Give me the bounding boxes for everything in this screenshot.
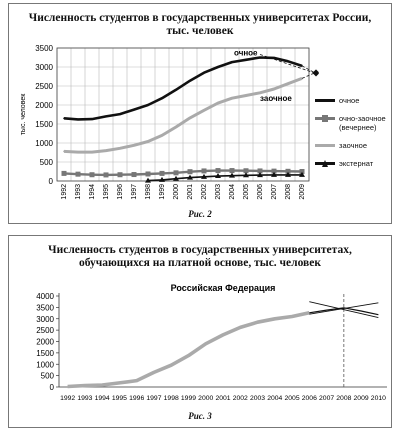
x-tick-label: 2001 — [187, 184, 194, 200]
series-vechernee-point — [216, 168, 221, 173]
legend-item-eksternat — [315, 159, 393, 168]
y-tick-label: 3000 — [36, 314, 54, 324]
x-tick-label: 1995 — [103, 184, 110, 200]
x-tick-label: 1993 — [77, 395, 93, 402]
x-tick-label: 2010 — [370, 395, 386, 402]
series-vechernee-point — [118, 172, 123, 177]
x-tick-label: 2007 — [271, 184, 278, 200]
legend-label-ochnoe: очное — [339, 96, 360, 105]
x-tick-label: 2002 — [232, 395, 248, 402]
chart-legend — [315, 96, 393, 177]
y-tick-label: 500 — [39, 158, 53, 167]
series-vechernee-point — [188, 169, 193, 174]
y-tick-label: 3500 — [36, 303, 54, 313]
series-zaochnoe-point — [245, 95, 247, 97]
y-tick-label: 1500 — [36, 348, 54, 358]
series-vechernee-point — [76, 172, 81, 177]
series-zaochnoe-point — [161, 135, 163, 137]
series-ochnoe-point — [77, 119, 79, 121]
series-vechernee-point — [146, 171, 151, 176]
series-zaochnoe-point — [91, 151, 93, 153]
x-tick-label: 1994 — [89, 184, 96, 200]
x-tick-label: 2004 — [229, 184, 236, 200]
series-ochnoe-point — [161, 97, 163, 99]
series-ochnoe-point — [133, 109, 135, 111]
series-vechernee-point — [104, 172, 109, 177]
legend-swatch-zaochnoe — [315, 141, 335, 150]
legend-item-ochnoe — [315, 96, 393, 105]
x-tick-label: 1993 — [75, 184, 82, 200]
figure-caption: Рис. 2 — [188, 209, 212, 219]
series-zaochnoe-point — [63, 151, 65, 153]
series-ochnoe-point — [91, 118, 93, 120]
series-vechernee-point — [90, 172, 95, 177]
x-tick-label: 2009 — [353, 395, 369, 402]
x-tick-label: 2007 — [319, 395, 335, 402]
x-tick-label: 2000 — [173, 184, 180, 200]
series-zaochnoe-point — [119, 148, 121, 150]
chart-subtitle: Российская Федерация — [170, 283, 276, 293]
annotation-ochnoe: очное — [234, 48, 258, 58]
chart-title-line-2: тыс. человек — [166, 25, 234, 37]
x-tick-label: 2001 — [215, 395, 231, 402]
series-ochnoe-point — [203, 72, 205, 74]
series-ochnoe-point — [147, 104, 149, 106]
series-ochnoe-point — [287, 61, 289, 63]
x-tick-label: 1997 — [146, 395, 162, 402]
series-ochnoe-point — [217, 66, 219, 68]
x-tick-label: 1995 — [111, 395, 127, 402]
legend-label-eksternat: экстернат — [339, 159, 374, 168]
y-tick-label: 3500 — [35, 44, 53, 53]
x-tick-label: 1996 — [117, 184, 124, 200]
series-vechernee-point — [174, 170, 179, 175]
series-zaochnoe-point — [133, 144, 135, 146]
x-tick-label: 2003 — [249, 395, 266, 402]
y-tick-label: 1000 — [35, 139, 53, 148]
series-zaochnoe-point — [217, 102, 219, 104]
series-ochnoe-point — [175, 89, 177, 91]
x-tick-label: 2003 — [215, 184, 222, 200]
legend-label-vechernee: очно-заочное (вечернее) — [339, 114, 386, 132]
forecast-point — [313, 69, 319, 75]
x-tick-label: 1998 — [145, 184, 152, 200]
series-ochnoe-point — [105, 116, 107, 118]
chart-title-line-2: обучающихся на платной основе, тыс. человек — [78, 257, 322, 269]
series-vechernee-point — [160, 171, 165, 176]
series-zaochnoe-point — [231, 97, 233, 99]
series-ochnoe-point — [245, 59, 247, 61]
series-zaochnoe-point — [175, 126, 177, 128]
series-zaochnoe-point — [147, 141, 149, 143]
legend-swatch-ochnoe — [315, 96, 335, 105]
x-tick-label: 2006 — [257, 184, 264, 200]
paid-students-chart — [9, 236, 391, 427]
y-tick-label: 2500 — [35, 82, 53, 91]
y-tick-label: 2000 — [36, 337, 54, 347]
chart-title-line-1: Численность студентов в государственных университетах России, — [28, 12, 372, 24]
x-tick-label: 2008 — [285, 184, 292, 200]
y-tick-label: 0 — [49, 383, 54, 392]
series-paid-students-line — [68, 313, 310, 387]
x-tick-label: 1992 — [60, 395, 76, 402]
y-tick-label: 2000 — [35, 101, 53, 110]
x-tick-label: 1999 — [180, 395, 197, 402]
legend-swatch-eksternat — [315, 159, 335, 168]
legend-swatch-vechernee — [315, 114, 335, 123]
legend-item-vechernee — [315, 114, 393, 132]
x-tick-label: 2000 — [198, 395, 214, 402]
y-tick-label: 2500 — [36, 326, 54, 336]
x-tick-label: 2005 — [243, 184, 250, 200]
series-ochnoe-point — [63, 118, 65, 120]
y-tick-label: 1000 — [36, 360, 54, 370]
x-tick-label: 2002 — [201, 184, 208, 200]
y-tick-label: 0 — [48, 177, 53, 186]
series-zaochnoe-point — [287, 83, 289, 85]
y-tick-label: 3000 — [35, 63, 53, 72]
x-tick-label: 1992 — [61, 184, 68, 200]
y-axis-label: тыс. человек — [20, 93, 27, 136]
series-ochnoe-point — [119, 113, 121, 115]
x-tick-label: 1996 — [129, 395, 145, 402]
series-ochnoe-point — [273, 57, 275, 59]
legend-label-zaochnoe: заочное — [339, 141, 368, 150]
series-vechernee-point — [202, 168, 207, 173]
y-tick-label: 4000 — [36, 292, 54, 301]
y-tick-label: 500 — [40, 371, 54, 381]
series-zaochnoe-point — [203, 110, 205, 112]
x-tick-label: 1997 — [131, 184, 138, 200]
series-ochnoe-point — [231, 61, 233, 63]
x-tick-label: 2006 — [301, 395, 317, 402]
legend-item-zaochnoe — [315, 141, 393, 150]
figure-3-panel — [8, 235, 392, 428]
series-zaochnoe-point — [189, 117, 191, 119]
chart-title-line-1: Численность студентов в государственных университетах, — [48, 244, 352, 256]
figure-caption: Рис. 3 — [188, 411, 212, 421]
series-zaochnoe-point — [273, 88, 275, 90]
x-tick-label: 2004 — [267, 395, 283, 402]
annotation-zaochnoe: заочное — [260, 94, 292, 104]
series-zaochnoe-point — [77, 151, 79, 153]
series-vechernee-point — [62, 171, 67, 176]
y-tick-label: 1500 — [35, 120, 53, 129]
x-tick-label: 2009 — [299, 184, 306, 200]
x-tick-label: 1998 — [163, 395, 179, 402]
series-zaochnoe-point — [105, 150, 107, 152]
figure-2-panel — [8, 3, 392, 224]
x-tick-label: 2008 — [336, 395, 352, 402]
x-tick-label: 2005 — [284, 395, 300, 402]
series-ochnoe-point — [259, 57, 261, 59]
x-tick-label: 1994 — [94, 395, 110, 402]
series-vechernee-point — [230, 168, 235, 173]
series-ochnoe-point — [189, 80, 191, 82]
x-tick-label: 1999 — [159, 184, 166, 200]
series-vechernee-point — [132, 172, 137, 177]
